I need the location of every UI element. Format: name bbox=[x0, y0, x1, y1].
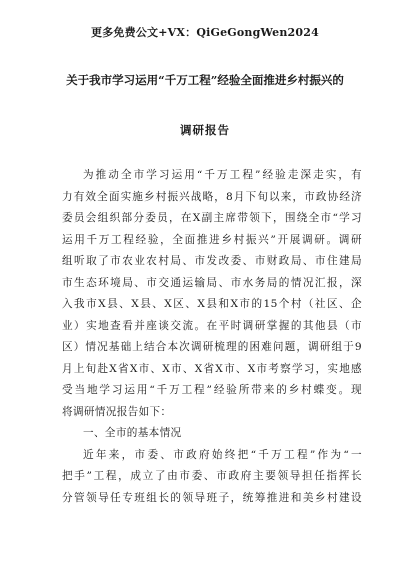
document-title: 关于我市学习运用“千万工程”经验全面推进乡村振兴的 bbox=[66, 73, 344, 87]
body-line: 市生态环境局、市交通运输局、市水务局的情况汇报，深 bbox=[62, 276, 362, 289]
body-line: 将调研情况报告如下： bbox=[62, 405, 172, 418]
section-heading: 一、全市的基本情况 bbox=[83, 427, 182, 439]
body-line: 运用千万工程经验，全面推进乡村振兴”开展调研。调研 bbox=[62, 233, 362, 246]
body-line: 委员会组织部分委员，在X副主席带领下，围绕全市“学习 bbox=[62, 212, 362, 224]
body-line: 组听取了市农业农村局、市发改委、市财政局、市住建局 bbox=[62, 255, 362, 267]
body-line: 近年来，市委、市政府始终把“千万工程”作为“一 bbox=[83, 448, 362, 461]
body-line: 力有效全面实施乡村振兴战略，8月下旬以来，市政协经济 bbox=[62, 190, 362, 203]
body-line: 分管领导任专班组长的领导班子，统筹推进和美乡村建设 bbox=[62, 491, 362, 504]
body-line: 受当地学习运用“千万工程”经验所带来的乡村蝶变。现 bbox=[62, 384, 362, 396]
document-subtitle: 调研报告 bbox=[180, 123, 230, 137]
body-line: 为推动全市学习运用“千万工程”经验走深走实，有 bbox=[83, 169, 362, 181]
watermark-header: 更多免费公文+VX：QiGeGongWen2024 bbox=[91, 26, 319, 39]
body-line: 区）情况基础上结合本次调研梳理的困难问题，调研组于9 bbox=[62, 341, 362, 353]
document-body bbox=[62, 165, 362, 509]
body-line: 月上旬赴X省X市、X市、X省X市、X市考察学习，实地感 bbox=[62, 362, 362, 375]
body-line: 入我市X县、X县、X区、X县和X市的15个村（社区、企 bbox=[62, 298, 362, 310]
body-line: 业）实地查看并座谈交流。在平时调研掌握的其他县（市 bbox=[62, 319, 362, 332]
body-line: 把手”工程，成立了由市委、市政府主要领导担任指挥长 bbox=[62, 470, 362, 482]
